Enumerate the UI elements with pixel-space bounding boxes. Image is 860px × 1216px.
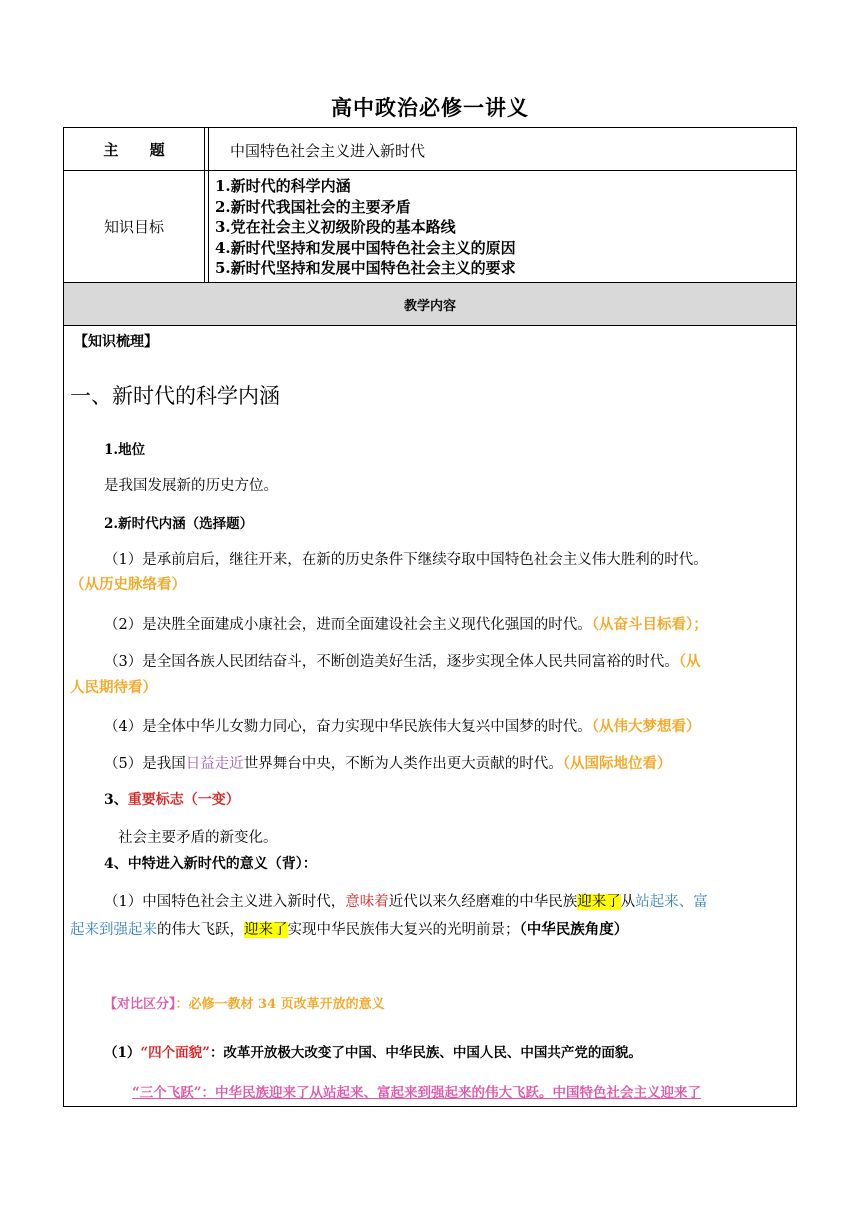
compare-heading: 【对比区分】：必修一教材 34 页改革开放的意义 [104, 997, 385, 1012]
status-body: 是我国发展新的历史方位。 [104, 478, 278, 494]
page-title: 高中政治必修一讲义 [331, 95, 529, 120]
point-3: （3）是全国各族人民团结奋斗，不断创造美好生活，逐步实现全体人民共同富裕的时代。（从 [104, 653, 701, 670]
point-5-tag: （从国际地位看） [562, 755, 672, 772]
goals-list [215, 176, 516, 279]
knowledge-combing-heading: 【知识梳理】 [74, 334, 158, 350]
lecture-table [63, 127, 797, 1107]
topic-label: 主 题 [64, 128, 205, 170]
subheading-status: 1.地位 [104, 442, 146, 458]
subheading-sign: 3、重要标志（一变） [104, 792, 240, 808]
topic-value: 中国特色社会主义进入新时代 [230, 142, 426, 160]
significance-1-line1: （1）中国特色社会主义进入新时代，意味着近代以来久经磨难的中华民族迎来了从站起来、富 [104, 894, 708, 910]
subheading-connotation: 2.新时代内涵（选择题） [104, 516, 254, 532]
four-aspects: （1）“四个面貌”：改革开放极大改变了中国、中华民族、中国人民、中国共产党的面貌。 [104, 1045, 642, 1061]
point-4: （4）是全体中华儿女勠力同心，奋力实现中华民族伟大复兴中国梦的时代。（从伟大梦想看） [104, 718, 701, 735]
point-5: （5）是我国日益走近世界舞台中央，不断为人类作出更大贡献的时代。（从国际地位看） [104, 755, 672, 772]
goals-label: 知识目标 [64, 171, 205, 282]
three-leaps: “三个飞跃”：中华民族迎来了从站起来、富起来到强起来的伟大飞跃。中国特色社会主义迎来了 [132, 1085, 702, 1101]
sign-body: 社会主要矛盾的新变化。 [118, 830, 278, 846]
topic-row [64, 128, 796, 171]
point-2: （2）是决胜全面建成小康社会，进而全面建设社会主义现代化强国的时代。（从奋斗目标看）； [104, 616, 708, 633]
goal-item: 1.新时代的科学内涵 [215, 177, 351, 195]
point-3-tag: 人民期待看） [70, 679, 157, 696]
point-1: （1）是承前启后，继往开来，在新的历史条件下继续夺取中国特色社会主义伟大胜利的时代。 [104, 552, 708, 568]
subheading-significance: 4、中特进入新时代的意义（背）： [104, 856, 317, 872]
goals-row [64, 171, 796, 283]
section-heading: 一、新时代的科学内涵 [70, 384, 280, 408]
goal-item: 3.党在社会主义初级阶段的基本路线 [215, 218, 456, 236]
goal-item: 4.新时代坚持和发展中国特色社会主义的原因 [215, 238, 516, 257]
section-header-row [64, 283, 796, 326]
section-header: 教学内容 [403, 299, 456, 314]
goal-item: 5.新时代坚持和发展中国特色社会主义的要求 [215, 259, 516, 277]
goal-item: 2.新时代我国社会的主要矛盾 [215, 197, 411, 216]
point-2-tag: （从奋斗目标看）； [591, 616, 708, 633]
point-4-tag: （从伟大梦想看） [591, 718, 701, 735]
point-1-tag: （从历史脉络看） [70, 576, 186, 593]
significance-1-line2: 起来到强起来的伟大飞跃，迎来了实现中华民族伟大复兴的光明前景；（中华民族角度） [70, 921, 629, 938]
